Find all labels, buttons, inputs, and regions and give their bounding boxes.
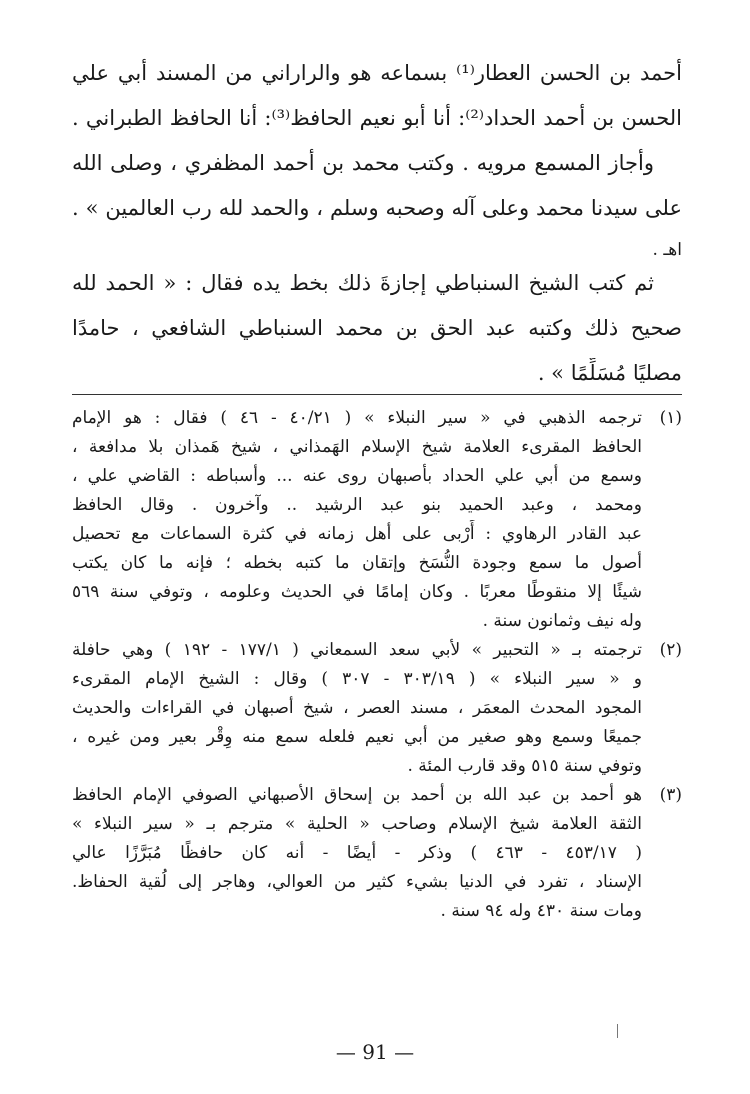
body-line: اهـ .	[652, 240, 682, 260]
footnote-line: أصول ما سمع وجودة النُّسَخ وإتقان ما كتبه بخطه ؛ فإنه ما كان يكتب	[72, 553, 642, 573]
margin-mark	[617, 1024, 618, 1038]
footnote-line: ( ٤٥٣/١٧ - ٤٦٣ ) وذكر - أيضًا - أنه كان حافظًا مُبَرَّزًا عالي	[72, 843, 642, 863]
main-text	[72, 58, 682, 403]
footnote-line: وتوفي سنة ٥١٥ وقد قارب المئة .	[407, 756, 642, 776]
footnote-line: شيئًا إلا منقوطًا معربًا . وكان إمامًا في الحديث وعلومه ، وتوفي سنة ٥٦٩	[72, 582, 642, 602]
body-line: صحيح ذلك وكتبه عبد الحق بن محمد السنباطي الشافعي ، حامدًا	[72, 316, 682, 340]
footnote-number: (٣)	[659, 785, 682, 805]
body-line: ثم كتب الشيخ السنباطي إجازةَ ذلك بخط يده فقال : « الحمد لله	[72, 271, 654, 295]
footnotes	[72, 404, 682, 926]
body-line: وأجاز المسمع مرويه . وكتب محمد بن أحمد المظفري ، وصلى الله	[72, 151, 654, 175]
footnote-separator	[72, 394, 682, 395]
body-line: الحسن بن أحمد الحداد⁽²⁾: أنا أبو نعيم الحافظ⁽³⁾: أنا الحافظ الطبراني .	[72, 106, 682, 130]
footnote-line: الحافظ المقرىء العلامة شيخ الإسلام الهَمذاني ، شيخ هَمذان بلا مدافعة ،	[72, 437, 642, 457]
footnote-line: و « سير النبلاء » ( ٣٠٣/١٩ - ٣٠٧ ) وقال : الشيخ الإمام المقرىء	[72, 669, 642, 689]
body-line: مصليًا مُسَلِّمًا » .	[537, 361, 682, 385]
footnote-line: جميعًا وسمع وهو صغير من أبي نعيم فلعله سمع منه وِقْر بعير ومن غيره ،	[72, 727, 642, 747]
footnote-line: ترجمته بـ « التحبير » لأبي سعد السمعاني ( ١٧٧/١ - ١٩٢ ) وهي حافلة	[72, 640, 642, 660]
footnote-line: عبد القادر الرهاوي : أَرْبى على أهل زمانه في كثرة السماعات مع تحصيل	[72, 524, 642, 544]
footnote-1	[72, 404, 682, 636]
footnote-line: الإسناد ، تفرد في الدنيا بشيء كثير من العوالي، وهاجر إلى لُقية الحفاظ.	[72, 872, 642, 892]
footnote-number: (١)	[659, 408, 682, 428]
footnote-line: ومات سنة ٤٣٠ وله ٩٤ سنة .	[440, 901, 642, 921]
footnote-line: ومحمد ، وعبد الحميد بنو عبد الرشيد .. وآخرون . وقال الحافظ	[72, 495, 642, 515]
footnote-line: وله نيف وثمانون سنة .	[482, 611, 642, 631]
footnote-number: (٢)	[659, 640, 682, 660]
body-line: أحمد بن الحسن العطار⁽¹⁾ بسماعه هو والراراني من المسند أبي علي	[72, 61, 682, 85]
footnote-line: الثقة العلامة شيخ الإسلام وصاحب « الحلية » مترجم بـ « سير النبلاء »	[72, 814, 642, 834]
footnote-3	[72, 781, 682, 926]
footnote-line: ترجمه الذهبي في « سير النبلاء » ( ٤٠/٢١ - ٤٦ ) فقال : هو الإمام	[72, 408, 642, 428]
body-line: على سيدنا محمد وعلى آله وصحبه وسلم ، والحمد لله رب العالمين » .	[72, 196, 682, 220]
footnote-line: هو أحمد بن عبد الله بن أحمد بن إسحاق الأصبهاني الصوفي الإمام الحافظ	[72, 785, 642, 805]
footnote-line: المجود المحدث المعمَر ، مسند العصر ، شيخ أصبهان في القراءات والحديث	[72, 698, 642, 718]
page-number: — 91 —	[335, 1040, 415, 1064]
footnote-line: وسمع من أبي علي الحداد بأصبهان روى عنه ... وأسباطه : القاضي علي ،	[72, 466, 642, 486]
footnote-2	[72, 636, 682, 781]
